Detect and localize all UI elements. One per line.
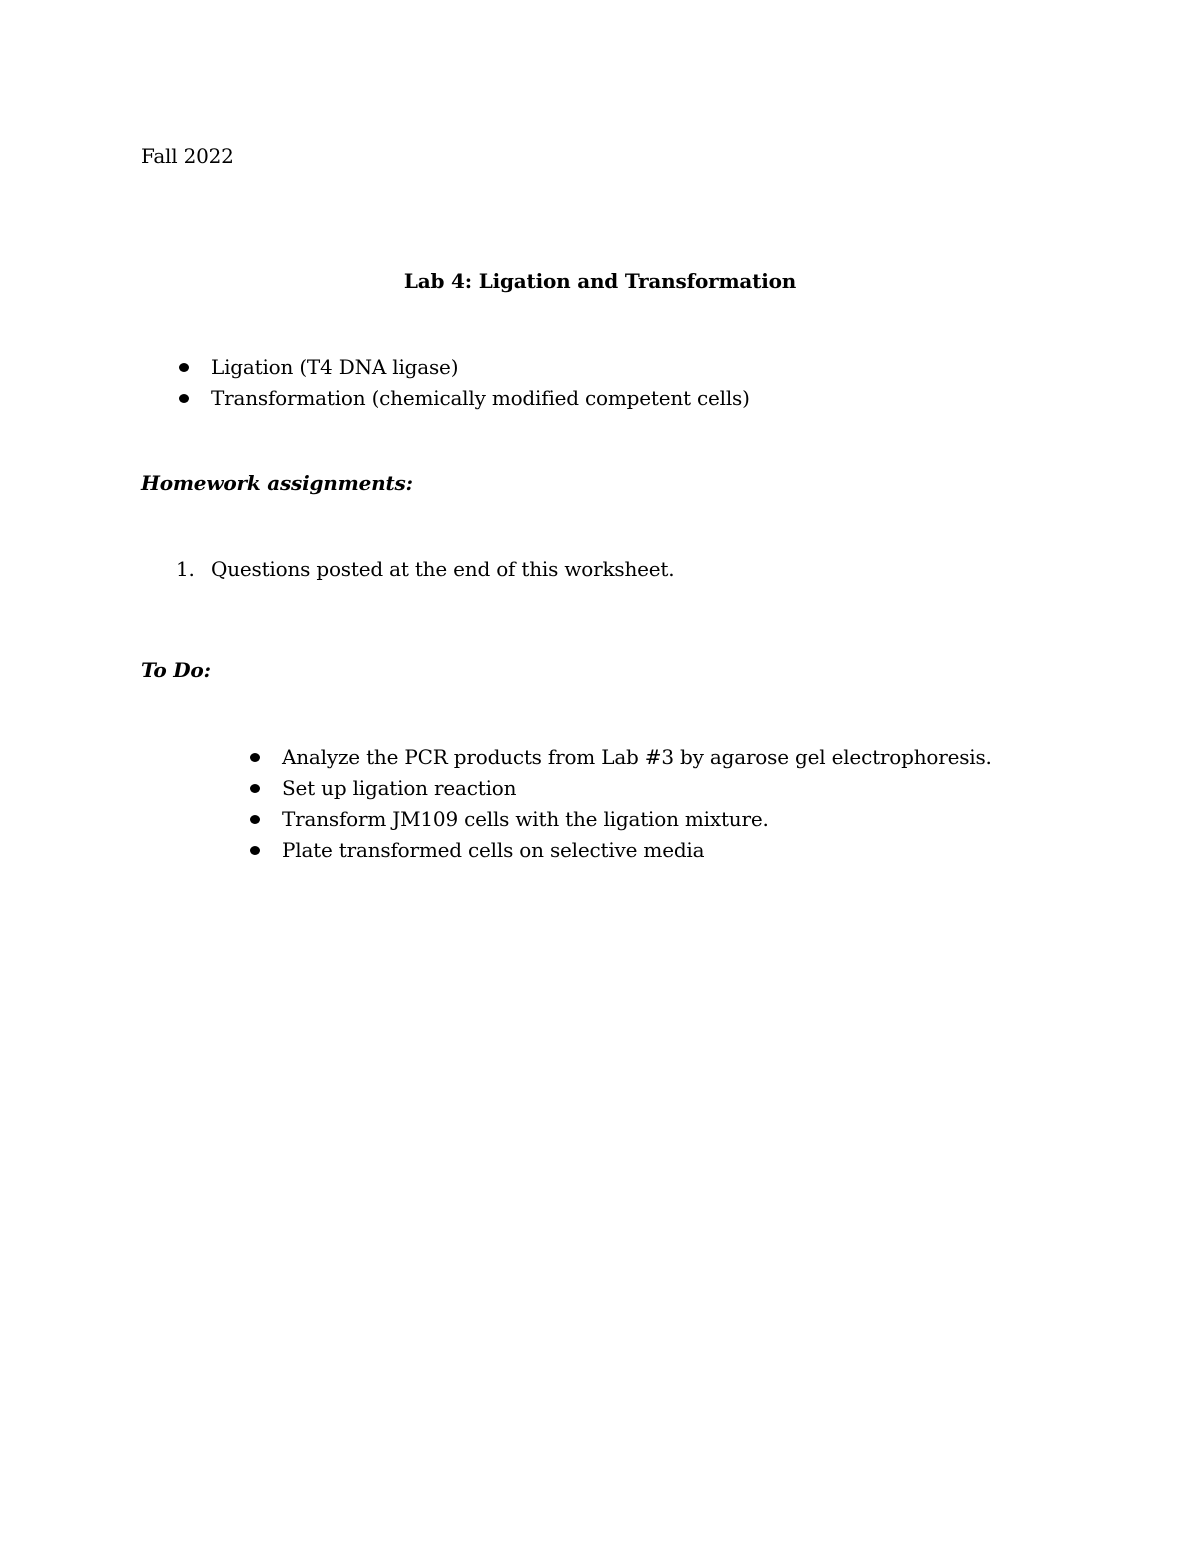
bullet-icon (179, 394, 189, 403)
todo-item-text: Transform JM109 cells with the ligation mixture. (282, 807, 769, 831)
bullet-icon (250, 753, 260, 762)
bullet-icon (250, 784, 260, 793)
page-title: Lab 4: Ligation and Transformation (403, 269, 797, 293)
homework-item-number: 1. (176, 557, 195, 581)
todo-item-text: Set up ligation reaction (282, 776, 517, 800)
todo-heading: To Do: (141, 658, 211, 682)
bullet-icon (250, 815, 260, 824)
todo-item-text: Analyze the PCR products from Lab #3 by agarose gel electrophoresis. (282, 745, 992, 769)
homework-heading: Homework assignments: (141, 471, 413, 495)
bullet-icon (250, 846, 260, 855)
bullet-icon (179, 363, 189, 372)
semester-label: Fall 2022 (141, 144, 234, 168)
todo-item-text: Plate transformed cells on selective media (282, 838, 705, 862)
homework-item-text: Questions posted at the end of this worksheet. (211, 557, 675, 581)
topic-text: Ligation (T4 DNA ligase) (211, 355, 459, 379)
topic-text: Transformation (chemically modified competent cells) (211, 386, 750, 410)
